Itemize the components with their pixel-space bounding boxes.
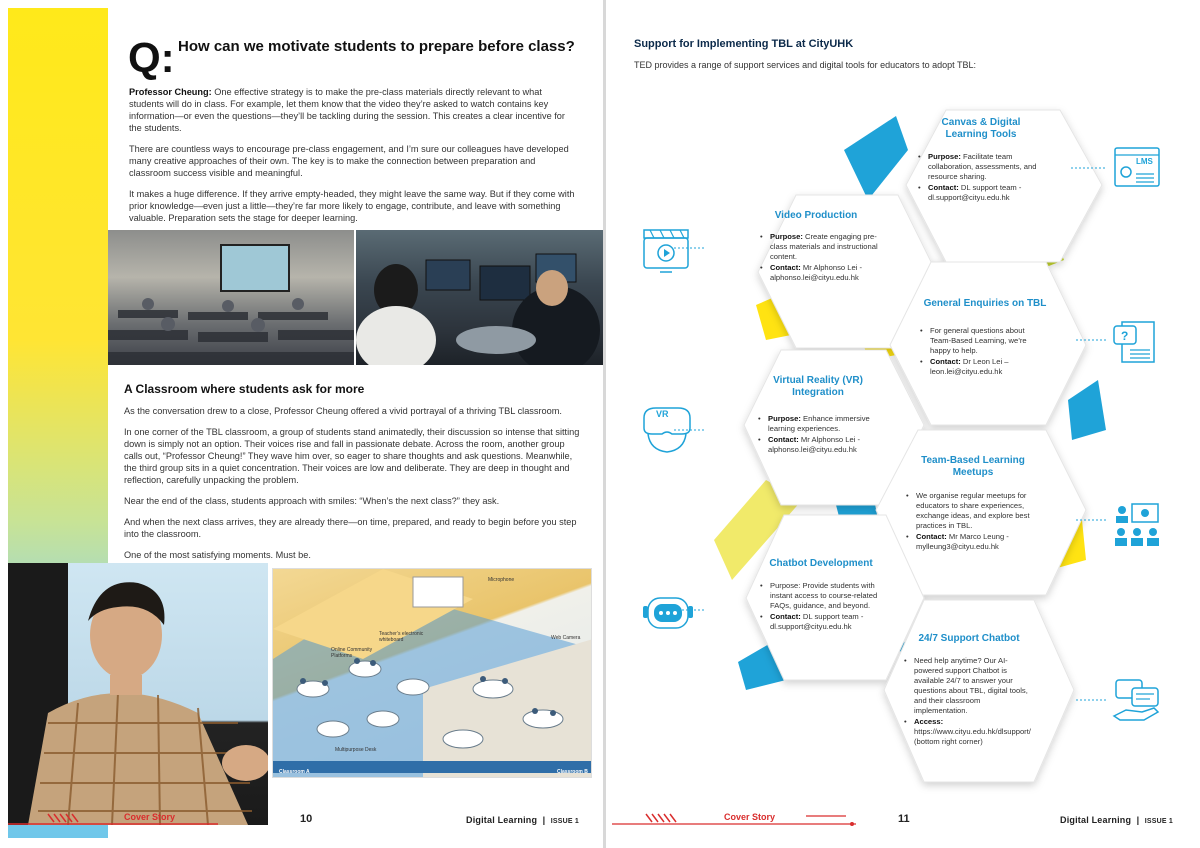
meetups-details [906, 491, 1040, 553]
support-heading: Support for Implementing TBL at CityUHK [634, 38, 854, 50]
illus-whiteboard-label: Teacher’s electronic whiteboard [379, 631, 424, 643]
meetup-group-icon [1112, 500, 1162, 548]
footer-section-label: Cover Story [124, 812, 176, 822]
section-heading: A Classroom where students ask for more [124, 382, 365, 396]
enquiries-details [920, 326, 1038, 378]
lms-icon [1112, 144, 1162, 190]
illus-webcam-label: Web Camera [551, 635, 581, 641]
video-title: Video Production [774, 210, 858, 221]
lms-icon-text: LMS [1136, 157, 1153, 166]
classroom-photos [108, 230, 604, 365]
answer-paragraph-2: There are countless ways to encourage pre-class engagement, and I’m sure our colleagues have developed many creative approaches of their own. The key is to make the connection between preparation and classroom success visible and meaningful. [129, 144, 569, 178]
support-chatbot-details [904, 656, 1032, 748]
illus-platforms-label: Online Community Platforms [331, 647, 373, 659]
illus-classroom-b-label: Classroom B [557, 769, 588, 775]
page-number-right: 11 [898, 813, 910, 825]
section-paragraph-1: As the conversation drew to a close, Professor Cheung offered a vivid portrayal of a thriving TBL classroom. [124, 406, 562, 416]
canvas-purpose: • Purpose: Facilitate team collaboration, assessments, and resource sharing. [918, 152, 1050, 182]
meetups-contact: • Contact: Mr Marco Leung - mylleung3@cityu.edu.hk [906, 532, 1040, 552]
answer-paragraph-3: It makes a huge difference. If they arrive empty-headed, they might leave the same way. But if they come with prior knowledge—even just a little—they’re far more likely to engage, contribute, and leave with something valuable. Preparation sets the stage for deeper learning. [129, 189, 575, 223]
vr-contact: • Contact: Mr Alphonso Lei - alphonso.lei@cityu.edu.hk [758, 435, 882, 455]
chatbot-dev-item: • Purpose: Provide students with instant access to course-related FAQs, guidance, and beyond. [760, 581, 882, 611]
footer-section-label-right: Cover Story [724, 812, 776, 822]
vr-title: Virtual Reality (VR) Integration [773, 375, 863, 398]
section-paragraph-2: In one corner of the TBL classroom, a group of students stand animatedly, their discussion so intense that sitting down is simply not an option. Their voices rise and fall in passionate debate. Across the room, another group calls out, “Professor Cheung!” They wave him over, so eager to share thoughts and ask questions. Meanwhile, the third group sits in a quiet concentration. Their voices are low and deliberate. They are deep in thought and reflection, carefully unpacking the problem. [124, 427, 580, 485]
page-number: 10 [300, 813, 313, 825]
question-glyph: Q: [128, 34, 175, 81]
right-page [606, 0, 1200, 848]
speaker-name: Professor Cheung: [129, 87, 212, 97]
classroom-illustration [272, 568, 592, 778]
canvas-details [918, 152, 1050, 204]
support-intro: TED provides a range of support services and digital tools for educators to adopt TBL: [634, 60, 977, 70]
video-purpose: • Purpose: Create engaging pre-class materials and instructional content. [760, 232, 882, 262]
publication-name-right: Digital Learning | ISSUE 1 [1060, 815, 1173, 825]
vr-purpose: • Purpose: Enhance immersive learning experiences. [758, 414, 882, 434]
canvas-title: Canvas & Digital Learning Tools [941, 117, 1021, 140]
students-at-computers-photo [356, 230, 604, 365]
enquiries-title: General Enquiries on TBL [923, 298, 1047, 309]
meetups-title: Team-Based Learning Meetups [921, 455, 1025, 478]
vr-icon-text: VR [656, 409, 669, 419]
svg-text:?: ? [1121, 329, 1129, 343]
section-paragraph-5: One of the most satisfying moments. Must be. [124, 550, 311, 560]
professor-portrait [8, 563, 268, 825]
section-text [124, 405, 582, 570]
lecture-hall-photo [108, 230, 354, 365]
publication-name: Digital Learning | ISSUE 1 [466, 815, 579, 825]
support-chat-hand-icon [1110, 676, 1164, 724]
faq-document-icon [1112, 316, 1158, 366]
meetups-item: • We organise regular meetups for educators to share experiences, exchange ideas, and explore best practices in TBL. [906, 491, 1040, 531]
video-camera-icon [640, 224, 694, 276]
section-paragraph-4: And when the next class arrives, they are already there—on time, prepared, and ready to begin before you step into the classroom. [124, 517, 577, 539]
footer-decoration [8, 808, 218, 828]
illus-classroom-a-label: Classroom A [279, 769, 310, 775]
support-chatbot-item: • Need help anytime? Our AI-powered support Chatbot is available 24/7 to answer your questions about TBL, digital tools, and their classroom implementation. [904, 656, 1032, 716]
video-contact: • Contact: Mr Alphonso Lei - alphonso.lei@cityu.edu.hk [760, 263, 882, 283]
chatbot-dev-title: Chatbot Development [769, 558, 873, 569]
enquiries-item: • For general questions about Team-Based Learning, we’re happy to help. [920, 326, 1038, 356]
chatbot-robot-icon [640, 590, 696, 634]
illus-microphone-label: Microphone [488, 577, 515, 583]
section-paragraph-3: Near the end of the class, students approach with smiles: “When’s the next class?” they ask. [124, 496, 500, 506]
question-heading: How can we motivate students to prepare before class? [178, 38, 575, 55]
enquiries-contact: • Contact: Dr Leon Lei – leon.lei@cityu.edu.hk [920, 357, 1038, 377]
illus-desk-label: Multipurpose Desk [335, 747, 377, 753]
answer-text [129, 86, 577, 233]
chatbot-dev-contact: • Contact: DL support team - dl.support@cityu.edu.hk [760, 612, 882, 632]
chatbot-dev-details [760, 581, 882, 633]
vr-details [758, 414, 882, 456]
answer-paragraph-1: Professor Cheung: One effective strategy is to make the pre-class materials directly relevant to what students will do in class. For example, let them know that the video they’re asked to watch contains key information—or even the questions—they’ll be tackling during the session. This creates a clear incentive for the students. [129, 87, 565, 133]
video-details [760, 232, 882, 284]
support-chatbot-title: 24/7 Support Chatbot [918, 633, 1020, 644]
support-chatbot-access: • Access: https://www.cityu.edu.hk/dlsupport/ (bottom right corner) [904, 717, 1032, 747]
canvas-contact: • Contact: DL support team - dl.support@cityu.edu.hk [918, 183, 1050, 203]
